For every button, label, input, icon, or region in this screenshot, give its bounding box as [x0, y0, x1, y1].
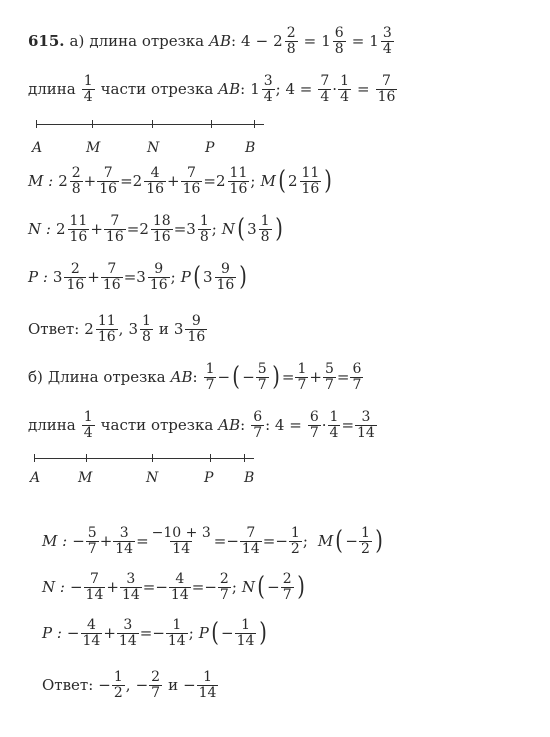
point-p-label: P [204, 470, 214, 486]
mixed-fraction: 1 $\frac{3}{4}$ [369, 25, 392, 57]
expr-value: 4 [241, 32, 251, 51]
p-label: P : [28, 268, 48, 287]
ab-label: AB [218, 80, 241, 99]
b-n-line: N : − $\frac{7}{14}$ + $\frac{3}{14}$ = − $\frac{4}{14}$ = − $\frac{2}{7}$ ; N ( − $\frac{2}{7}$ ) [42, 571, 305, 603]
equals: = [303, 32, 317, 51]
quarter-fraction: $\frac{1}{4}$ [83, 73, 93, 105]
b-line-2: длина $\frac{1}{4}$ части отрезка AB : $\frac{6}{7}$ : 4 = $\frac{6}{7}$ · $\frac{1}{4}$ = $\frac{3}{14}$ [28, 409, 375, 441]
answer-label: Ответ: [28, 320, 80, 339]
part-of-segment-label: части отрезка [100, 416, 214, 435]
operator: ; 4 = [275, 80, 313, 99]
operator: · [332, 80, 338, 99]
a-line-2: длина $\frac{1}{4}$ части отрезка AB : 1 $\frac{3}{4}$ ; 4 = $\frac{7}{4}$ · $\frac{1}{4}$ = $\frac{7}{16}$ [28, 73, 396, 105]
b-p-line: P : − $\frac{4}{14}$ + $\frac{3}{14}$ = − $\frac{1}{14}$ ; P ( − $\frac{1}{14}$ ) [42, 617, 268, 649]
a-m-line: M : 2 $\frac{2}{8}$ + $\frac{7}{16}$ = 2 $\frac{4}{16}$ + $\frac{7}{16}$ = 2 $\frac{11}{16}$ ; M ( 2 $\frac{11}{16}$ ) [28, 165, 333, 197]
number-line-b [0, 452, 550, 492]
b-m-line: M : − $\frac{5}{7}$ + $\frac{3}{14}$ = $\frac{-10 + 3}{14}$ = − $\frac{7}{14}$ = − $\frac{1}{2}$ ; M ( − $\frac{1}{2}$ ) [42, 525, 383, 557]
p-label: P : [42, 624, 62, 643]
ab-label: AB [218, 416, 241, 435]
segment-label: длина отрезка [89, 32, 205, 51]
equals: = [351, 32, 365, 51]
point-m-label: M [78, 470, 93, 486]
a-p-line: P : 3 $\frac{2}{16}$ + $\frac{7}{16}$ = 3 $\frac{9}{16}$ ; P ( 3 $\frac{9}{16}$ ) [28, 261, 248, 293]
mixed-fraction: 1 $\frac{6}{8}$ [321, 25, 344, 57]
m-label: M : [42, 532, 68, 551]
b-answer-line: Ответ: − $\frac{1}{2}$ , − $\frac{2}{7}$ и − $\frac{1}{14}$ [42, 669, 217, 701]
length-label: длина [28, 416, 76, 435]
point-a-label: A [30, 470, 41, 486]
mixed-fraction: 1 $\frac{3}{4}$ [250, 73, 273, 105]
number-line-a [0, 118, 550, 158]
mixed-fraction: 2 $\frac{2}{8}$ [273, 25, 296, 57]
part-of-segment-label: части отрезка [100, 80, 214, 99]
part-b-label: б) [28, 368, 43, 387]
answer-label: Ответ: [42, 676, 94, 695]
a-line-1: 615. а) длина отрезка AB : 4 − 2 $\frac{2}{8}$ = 1 $\frac{6}{8}$ = 1 $\frac{3}{4}$ [28, 26, 395, 56]
point-n-label: N [147, 140, 160, 156]
n-label: N : [42, 578, 65, 597]
problem-number: 615. [28, 32, 65, 51]
length-label: длина [28, 80, 76, 99]
ab-label: AB [170, 368, 193, 387]
m-label: M : [28, 172, 54, 191]
n-label: N : [28, 220, 51, 239]
part-a-label: а) [69, 32, 85, 51]
point-a-label: A [32, 140, 43, 156]
point-m-label: M [86, 140, 101, 156]
operator: − [255, 32, 269, 51]
point-p-label: P [205, 140, 215, 156]
a-answer-line: Ответ: 2 $\frac{11}{16}$ , 3 $\frac{1}{8}$ и 3 $\frac{9}{16}$ [28, 313, 206, 345]
b-line-1: б) Длина отрезка AB : $\frac{1}{7}$ − ( − $\frac{5}{7}$ ) = $\frac{1}{7}$ + $\frac{5}{7}$ = $\frac{6}{7}$ [28, 361, 362, 393]
point-b-label: B [245, 140, 256, 156]
a-n-line: N : 2 $\frac{11}{16}$ + $\frac{7}{16}$ = 2 $\frac{18}{16}$ = 3 $\frac{1}{8}$ ; N ( 3 $\frac{1}{8}$ ) [28, 213, 283, 245]
point-n-label: N [146, 470, 159, 486]
point-b-label: B [244, 470, 255, 486]
ab-label: AB [209, 32, 231, 51]
segment-label: Длина отрезка [47, 368, 166, 387]
